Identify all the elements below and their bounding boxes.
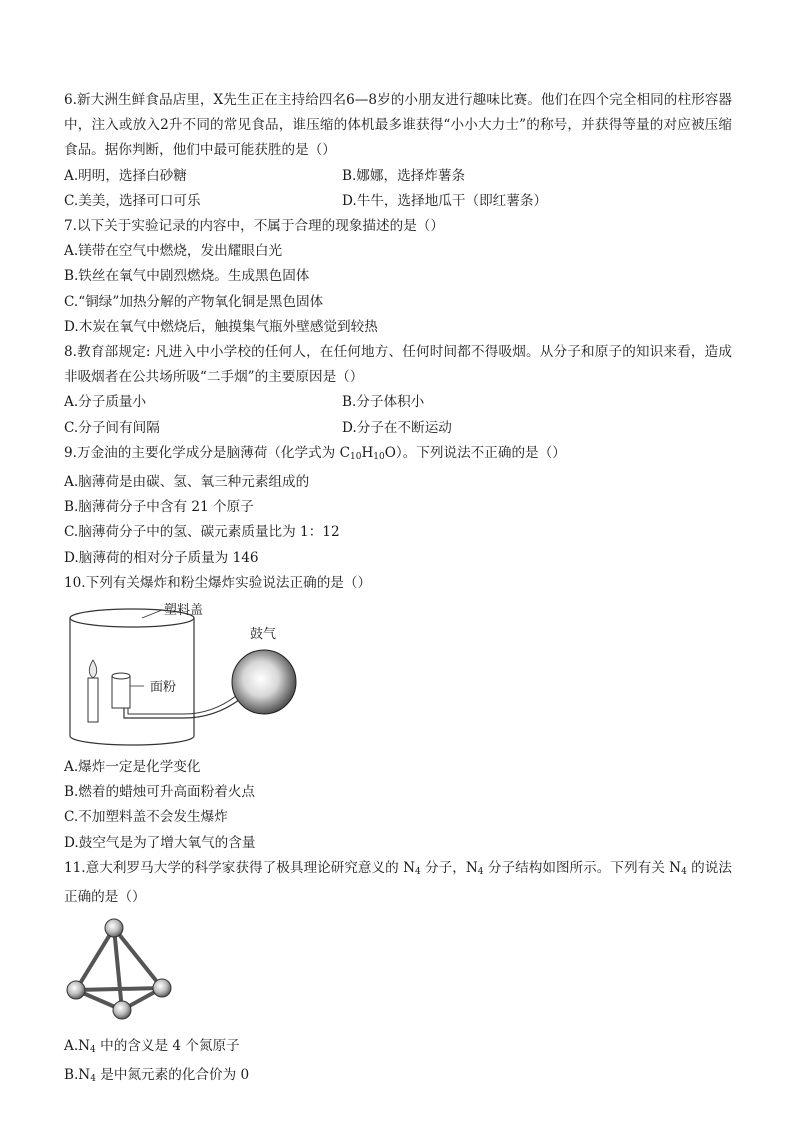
q11-sub-c: 4 xyxy=(681,866,687,877)
q11-option-a xyxy=(64,1034,732,1063)
candle xyxy=(88,678,98,722)
q9-option-d: D.脑薄荷的相对分子质量为 146 xyxy=(64,549,259,566)
q6-option-c: C.美美，选择可口可乐 xyxy=(64,192,201,209)
n-atom-right xyxy=(153,979,171,997)
q6-option-b: B.娜娜，选择炸薯条 xyxy=(342,167,466,184)
q11-a-sub: 4 xyxy=(90,1045,96,1056)
q11-stem-p2: 分子，N xyxy=(420,859,478,876)
q7-option-d: D.木炭在氧气中燃烧后，触摸集气瓶外壁感觉到较热 xyxy=(64,318,378,335)
q8-option-a: A.分子质量小 xyxy=(64,394,147,411)
q6-option-d: D.牛牛，选择地瓜干（即红薯条） xyxy=(342,192,548,209)
q8-option-b: B.分子体积小 xyxy=(342,394,425,411)
q11-b-post: 是中氮元素的化合价为 0 xyxy=(95,1067,250,1084)
exam-page xyxy=(64,88,732,1093)
q10-option-a: A.爆炸一定是化学变化 xyxy=(64,759,201,776)
q9-stem-pre: 9.万金油的主要化学成分是脑薄荷（化学式为 C xyxy=(64,444,350,461)
flour-label: 面粉 xyxy=(150,680,177,696)
n-atom-top xyxy=(105,919,123,937)
lid-label: 塑料盖 xyxy=(164,603,204,619)
n4-bonds xyxy=(76,928,162,1010)
q11-option-b xyxy=(64,1063,732,1092)
q7-stem: 7.以下关于实验记录的内容中，不属于合理的现象描述的是（） xyxy=(64,218,444,235)
q11-stem xyxy=(64,856,732,910)
q8-stem: 8.教育部规定: 凡进入中小学校的任何人，在任何地方、任何时间都不得吸烟。从分子和原子的知识来看，造成非吸烟者在公共场所吸“二手烟”的主要原因是（） xyxy=(64,344,732,386)
q11-b-pre: B.N xyxy=(64,1067,91,1084)
q9-stem xyxy=(64,441,732,470)
q11-a-post: 中的含义是 4 个氮原子 xyxy=(95,1038,240,1055)
air-tube xyxy=(124,700,239,718)
q7-option-c: C.“铜绿”加热分解的产物氧化铜是黑色固体 xyxy=(64,293,324,310)
air-bulb xyxy=(232,650,296,714)
q8-option-d: D.分子在不断运动 xyxy=(342,419,452,436)
q9-option-b: B.脑薄荷分子中含有 21 个原子 xyxy=(64,499,254,516)
q10-stem: 10.下列有关爆炸和粉尘爆炸实验说法正确的是（） xyxy=(64,574,372,591)
q9-sub-h: 10 xyxy=(373,451,385,462)
q7-option-a: A.镁带在空气中燃烧，发出耀眼白光 xyxy=(64,243,283,260)
q6-stem: 6.新大洲生鲜食品店里，X先生正在主持给四名6—8岁的小朋友进行趣味比赛。他们在四个完全相同的柱形容器中，注入或放入2升不同的常见食品，谁压缩的体机最多谁获得“小小大力士”的称号，并获得等量的对应被压缩食品。据你判断，他们中最可能获胜的是（） xyxy=(64,92,732,159)
q8-options-row2 xyxy=(64,416,732,441)
q7-option-b: B.铁丝在氧气中剧烈燃烧。生成黑色固体 xyxy=(64,268,310,285)
q9-sub-c: 10 xyxy=(349,451,362,462)
q6-option-a: A.明明，选择白砂糖 xyxy=(64,167,187,184)
n-atom-left xyxy=(67,981,85,999)
q11-a-pre: A.N xyxy=(64,1038,91,1055)
n4-molecule-figure xyxy=(64,914,732,1034)
q11-stem-p3: 分子结构如图所示。下列有关 N xyxy=(483,859,682,876)
q8-options-row1 xyxy=(64,390,732,415)
flour-cup xyxy=(112,676,130,708)
lid-leader xyxy=(142,610,162,618)
q8-option-c: C.分子间有间隔 xyxy=(64,419,160,436)
candle-flame xyxy=(89,660,97,678)
dust-explosion-figure xyxy=(64,600,732,755)
q9-stem-h: H xyxy=(361,444,374,461)
q11-sub-b: 4 xyxy=(477,866,484,877)
flour-cup-top xyxy=(112,673,130,679)
n-atom-front xyxy=(113,1001,131,1019)
n4-tetrahedron-diagram xyxy=(64,914,184,1024)
container-bottom xyxy=(70,736,194,745)
dust-explosion-diagram xyxy=(64,600,364,755)
q11-stem-p1: 11.意大利罗马大学的科学家获得了极具理论研究意义的 N xyxy=(64,859,415,876)
q10-option-c: C.不加塑料盖不会发生爆炸 xyxy=(64,809,228,826)
q10-option-b: B.燃着的蜡烛可升高面粉着火点 xyxy=(64,784,256,801)
q9-option-c: C.脑薄荷分子中的氢、碳元素质量比为 1：12 xyxy=(64,524,340,541)
q6-options-row2 xyxy=(64,189,732,214)
q11-b-sub: 4 xyxy=(90,1074,96,1085)
q9-option-a: A.脑薄荷是由碳、氢、氧三种元素组成的 xyxy=(64,474,310,491)
q6-options-row1 xyxy=(64,164,732,189)
q11-stem-p4: 的说法正确的是（） xyxy=(64,859,732,906)
q11-sub-a: 4 xyxy=(414,866,421,877)
q9-stem-post: O）。下列说法不正确的是（） xyxy=(384,444,566,461)
air-label: 鼓气 xyxy=(250,627,277,643)
q10-option-d: D.鼓空气是为了增大氧气的含量 xyxy=(64,834,256,851)
